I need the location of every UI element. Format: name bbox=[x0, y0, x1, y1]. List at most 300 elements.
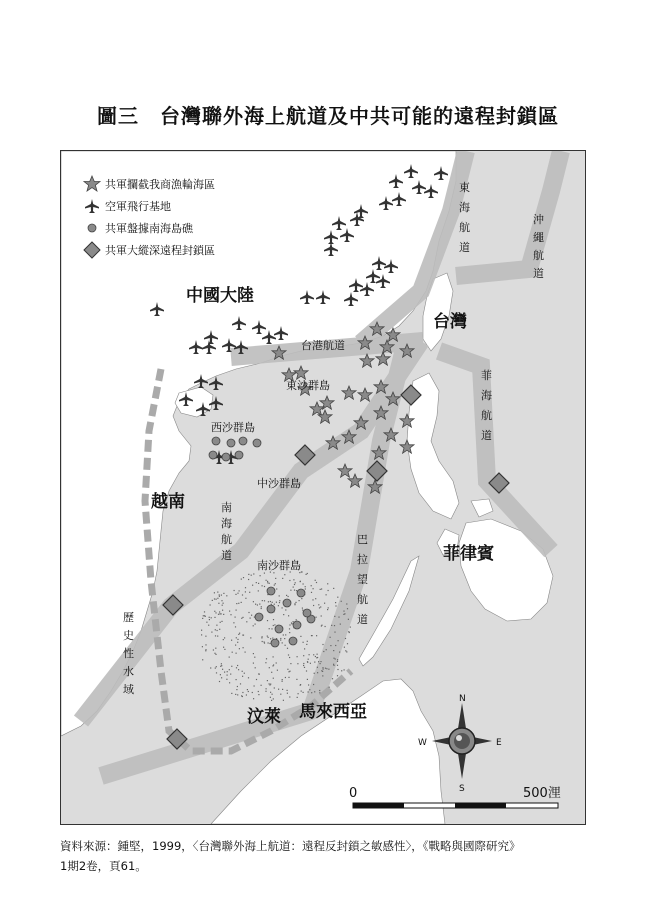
nansha-speck bbox=[289, 628, 290, 629]
nansha-speck bbox=[242, 696, 243, 697]
nansha-speck bbox=[307, 661, 308, 662]
nansha-speck bbox=[319, 607, 320, 608]
nansha-speck bbox=[303, 655, 304, 656]
nansha-speck bbox=[203, 615, 204, 616]
nansha-speck bbox=[234, 590, 235, 591]
nansha-speck bbox=[289, 632, 290, 633]
occupied-reef-dot bbox=[235, 451, 243, 459]
nansha-speck bbox=[205, 650, 206, 651]
scale-start: 0 bbox=[349, 786, 358, 801]
nansha-speck bbox=[341, 601, 342, 602]
nansha-speck bbox=[349, 632, 350, 633]
nansha-speck bbox=[334, 632, 335, 633]
nansha-speck bbox=[255, 604, 256, 605]
nansha-speck bbox=[282, 607, 283, 608]
nansha-speck bbox=[286, 595, 287, 596]
nansha-speck bbox=[221, 621, 222, 622]
nansha-speck bbox=[241, 618, 242, 619]
nansha-speck bbox=[335, 602, 336, 603]
nansha-speck bbox=[338, 617, 339, 618]
scale-end: 500浬 bbox=[523, 786, 561, 801]
nansha-speck bbox=[323, 669, 324, 670]
nansha-speck bbox=[297, 697, 298, 698]
nansha-speck bbox=[265, 691, 266, 692]
nansha-speck bbox=[325, 668, 326, 669]
nansha-speck bbox=[307, 573, 308, 574]
nansha-speck bbox=[255, 624, 256, 625]
occupied-reef-dot bbox=[289, 637, 297, 645]
nansha-speck bbox=[273, 625, 274, 626]
nansha-speck bbox=[316, 617, 317, 618]
nansha-speck bbox=[300, 685, 301, 686]
nansha-speck bbox=[204, 615, 205, 616]
nansha-speck bbox=[273, 572, 274, 573]
nansha-speck bbox=[320, 663, 321, 664]
nansha-speck bbox=[346, 603, 347, 604]
nansha-speck bbox=[280, 640, 281, 641]
nansha-speck bbox=[271, 700, 272, 701]
nansha-speck bbox=[320, 661, 321, 662]
nansha-speck bbox=[205, 649, 206, 650]
nansha-speck bbox=[242, 635, 243, 636]
nansha-speck bbox=[326, 649, 327, 650]
nansha-speck bbox=[235, 594, 236, 595]
nansha-speck bbox=[235, 617, 236, 618]
nansha-speck bbox=[238, 603, 239, 604]
nansha-speck bbox=[333, 588, 334, 589]
nansha-speck bbox=[224, 672, 225, 673]
nansha-speck bbox=[273, 698, 274, 699]
nansha-speck bbox=[237, 665, 238, 666]
figure-title: 圖三 台灣聯外海上航道及中共可能的遠程封鎖區 bbox=[97, 104, 559, 128]
nansha-speck bbox=[347, 643, 348, 644]
nansha-speck bbox=[325, 626, 326, 627]
nansha-speck bbox=[324, 603, 325, 604]
nansha-speck bbox=[294, 604, 295, 605]
nansha-speck bbox=[242, 676, 243, 677]
nansha-speck bbox=[300, 581, 301, 582]
nansha-speck bbox=[270, 684, 271, 685]
label-route-philippine: 菲海航道 bbox=[481, 369, 492, 442]
nansha-speck bbox=[287, 693, 288, 694]
nansha-speck bbox=[337, 669, 338, 670]
nansha-speck bbox=[296, 619, 297, 620]
nansha-speck bbox=[344, 669, 345, 670]
nansha-speck bbox=[337, 659, 338, 660]
nansha-speck bbox=[253, 601, 254, 602]
nansha-speck bbox=[255, 667, 256, 668]
nansha-speck bbox=[291, 622, 292, 623]
nansha-speck bbox=[206, 622, 207, 623]
nansha-speck bbox=[219, 629, 220, 630]
nansha-speck bbox=[322, 675, 323, 676]
nansha-speck bbox=[262, 636, 263, 637]
nansha-speck bbox=[214, 617, 215, 618]
nansha-speck bbox=[272, 694, 273, 695]
nansha-speck bbox=[313, 654, 314, 655]
nansha-speck bbox=[308, 659, 309, 660]
nansha-speck bbox=[264, 586, 265, 587]
nansha-speck bbox=[317, 672, 318, 673]
nansha-speck bbox=[201, 634, 202, 635]
nansha-speck bbox=[237, 639, 238, 640]
nansha-speck bbox=[315, 656, 316, 657]
nansha-speck bbox=[312, 635, 313, 636]
nansha-speck bbox=[276, 662, 277, 663]
nansha-speck bbox=[224, 637, 225, 638]
nansha-speck bbox=[313, 588, 314, 589]
nansha-speck bbox=[270, 601, 271, 602]
nansha-speck bbox=[330, 645, 331, 646]
nansha-speck bbox=[274, 687, 275, 688]
nansha-speck bbox=[236, 610, 237, 611]
nansha-speck bbox=[321, 588, 322, 589]
nansha-speck bbox=[217, 598, 218, 599]
nansha-speck bbox=[252, 692, 253, 693]
nansha-speck bbox=[219, 596, 220, 597]
nansha-speck bbox=[278, 689, 279, 690]
nansha-speck bbox=[251, 575, 252, 576]
nansha-speck bbox=[223, 647, 224, 648]
nansha-speck bbox=[237, 642, 238, 643]
nansha-speck bbox=[344, 647, 345, 648]
nansha-speck bbox=[322, 644, 323, 645]
nansha-speck bbox=[229, 682, 230, 683]
nansha-speck bbox=[253, 625, 254, 626]
nansha-speck bbox=[274, 585, 275, 586]
nansha-speck bbox=[251, 615, 252, 616]
nansha-speck bbox=[248, 677, 249, 678]
nansha-speck bbox=[275, 583, 276, 584]
nansha-speck bbox=[215, 668, 216, 669]
nansha-speck bbox=[321, 625, 322, 626]
nansha-speck bbox=[284, 638, 285, 639]
nansha-speck bbox=[288, 677, 289, 678]
nansha-speck bbox=[258, 583, 259, 584]
compass-w: W bbox=[418, 738, 427, 748]
nansha-speck bbox=[284, 574, 285, 575]
nansha-speck bbox=[297, 663, 298, 664]
nansha-speck bbox=[285, 609, 286, 610]
occupied-reef-dot bbox=[275, 625, 283, 633]
occupied-reef-dot bbox=[227, 439, 235, 447]
nansha-speck bbox=[275, 578, 276, 579]
nansha-speck bbox=[273, 678, 274, 679]
nansha-speck bbox=[309, 654, 310, 655]
occupied-reef-dot bbox=[293, 621, 301, 629]
occupied-reef-dot bbox=[255, 613, 263, 621]
nansha-speck bbox=[273, 619, 274, 620]
nansha-speck bbox=[244, 673, 245, 674]
nansha-speck bbox=[214, 611, 215, 612]
nansha-speck bbox=[296, 590, 297, 591]
nansha-speck bbox=[321, 615, 322, 616]
nansha-speck bbox=[266, 658, 267, 659]
nansha-speck bbox=[343, 614, 344, 615]
nansha-speck bbox=[279, 602, 280, 603]
nansha-speck bbox=[285, 634, 286, 635]
nansha-speck bbox=[256, 582, 257, 583]
nansha-speck bbox=[208, 625, 209, 626]
nansha-speck bbox=[224, 649, 225, 650]
nansha-speck bbox=[303, 583, 304, 584]
nansha-speck bbox=[307, 641, 308, 642]
nansha-speck bbox=[221, 677, 222, 678]
nansha-speck bbox=[242, 692, 243, 693]
nansha-speck bbox=[274, 604, 275, 605]
nansha-speck bbox=[327, 583, 328, 584]
occupied-reef-dot bbox=[253, 439, 261, 447]
nansha-speck bbox=[241, 579, 242, 580]
nansha-speck bbox=[216, 625, 217, 626]
nansha-speck bbox=[273, 656, 274, 657]
nansha-speck bbox=[237, 593, 238, 594]
nansha-speck bbox=[288, 615, 289, 616]
nansha-speck bbox=[299, 572, 300, 573]
nansha-speck bbox=[347, 608, 348, 609]
nansha-speck bbox=[253, 653, 254, 654]
nansha-speck bbox=[311, 585, 312, 586]
nansha-speck bbox=[314, 691, 315, 692]
nansha-speck bbox=[221, 613, 222, 614]
nansha-speck bbox=[245, 587, 246, 588]
nansha-speck bbox=[211, 632, 212, 633]
legend bbox=[83, 173, 215, 261]
label-route-historic: 歷史性水域 bbox=[123, 611, 134, 696]
nansha-speck bbox=[327, 609, 328, 610]
nansha-speck bbox=[322, 671, 323, 672]
nansha-speck bbox=[313, 684, 314, 685]
nansha-speck bbox=[316, 582, 317, 583]
plane-icon bbox=[83, 197, 101, 215]
nansha-speck bbox=[210, 667, 211, 668]
legend-item-dot bbox=[83, 217, 215, 239]
nansha-speck bbox=[306, 574, 307, 575]
nansha-speck bbox=[254, 657, 255, 658]
nansha-speck bbox=[226, 679, 227, 680]
nansha-speck bbox=[315, 580, 316, 581]
nansha-speck bbox=[221, 665, 222, 666]
nansha-speck bbox=[331, 625, 332, 626]
nansha-speck bbox=[257, 604, 258, 605]
nansha-speck bbox=[268, 637, 269, 638]
legend-label-star: 共軍攔截我商漁輪海區 bbox=[105, 178, 215, 191]
nansha-speck bbox=[268, 601, 269, 602]
nansha-speck bbox=[300, 636, 301, 637]
nansha-speck bbox=[343, 611, 344, 612]
nansha-speck bbox=[318, 604, 319, 605]
nansha-speck bbox=[269, 667, 270, 668]
nansha-speck bbox=[235, 694, 236, 695]
legend-label-dot: 共軍盤據南海島礁 bbox=[105, 222, 193, 235]
nansha-speck bbox=[223, 603, 224, 604]
nansha-speck bbox=[273, 664, 274, 665]
nansha-speck bbox=[265, 662, 266, 663]
nansha-speck bbox=[276, 588, 277, 589]
nansha-speck bbox=[333, 650, 334, 651]
nansha-speck bbox=[248, 612, 249, 613]
nansha-speck bbox=[215, 629, 216, 630]
occupied-reef-dot bbox=[271, 639, 279, 647]
label-xisha: 西沙群島 bbox=[211, 421, 255, 434]
nansha-speck bbox=[326, 594, 327, 595]
nansha-speck bbox=[221, 595, 222, 596]
nansha-speck bbox=[235, 645, 236, 646]
nansha-speck bbox=[301, 598, 302, 599]
nansha-speck bbox=[303, 663, 304, 664]
source-note bbox=[60, 836, 600, 876]
nansha-speck bbox=[218, 603, 219, 604]
label-nansha: 南沙群島 bbox=[257, 559, 301, 572]
nansha-speck bbox=[261, 685, 262, 686]
label-route-okinawa: 沖繩航道 bbox=[533, 213, 544, 280]
label-brunei: 汶萊 bbox=[247, 707, 281, 727]
label-route-scs: 南海航道 bbox=[221, 501, 232, 562]
legend-item-diamond bbox=[83, 239, 215, 261]
nansha-speck bbox=[261, 606, 262, 607]
nansha-speck bbox=[278, 605, 279, 606]
nansha-speck bbox=[289, 696, 290, 697]
nansha-speck bbox=[272, 638, 273, 639]
compass-s: S bbox=[459, 784, 465, 794]
nansha-speck bbox=[326, 668, 327, 669]
occupied-reef-dot bbox=[283, 599, 291, 607]
label-vietnam: 越南 bbox=[151, 492, 185, 512]
nansha-speck bbox=[233, 622, 234, 623]
nansha-speck bbox=[309, 689, 310, 690]
nansha-speck bbox=[315, 598, 316, 599]
nansha-speck bbox=[283, 700, 284, 701]
nansha-speck bbox=[269, 683, 270, 684]
nansha-speck bbox=[280, 638, 281, 639]
nansha-speck bbox=[229, 669, 230, 670]
nansha-speck bbox=[216, 599, 217, 600]
compass-e: E bbox=[496, 738, 502, 748]
nansha-speck bbox=[310, 663, 311, 664]
nansha-speck bbox=[340, 624, 341, 625]
label-route-taiwan-hk: 台港航道 bbox=[301, 339, 345, 352]
nansha-speck bbox=[258, 673, 259, 674]
nansha-speck bbox=[272, 602, 273, 603]
nansha-speck bbox=[289, 580, 290, 581]
nansha-speck bbox=[319, 692, 320, 693]
nansha-speck bbox=[295, 582, 296, 583]
nansha-speck bbox=[293, 587, 294, 588]
nansha-speck bbox=[306, 670, 307, 671]
nansha-speck bbox=[295, 602, 296, 603]
nansha-speck bbox=[245, 652, 246, 653]
nansha-speck bbox=[312, 599, 313, 600]
nansha-speck bbox=[302, 610, 303, 611]
nansha-speck bbox=[318, 661, 319, 662]
nansha-speck bbox=[243, 577, 244, 578]
nansha-speck bbox=[337, 597, 338, 598]
occupied-reef-dot bbox=[212, 437, 220, 445]
nansha-speck bbox=[215, 612, 216, 613]
nansha-speck bbox=[271, 672, 272, 673]
map bbox=[60, 150, 586, 825]
nansha-speck bbox=[289, 671, 290, 672]
nansha-speck bbox=[227, 671, 228, 672]
star-icon bbox=[83, 175, 101, 193]
nansha-speck bbox=[264, 643, 265, 644]
nansha-speck bbox=[239, 590, 240, 591]
nansha-speck bbox=[264, 641, 265, 642]
nansha-speck bbox=[253, 698, 254, 699]
nansha-speck bbox=[236, 637, 237, 638]
nansha-speck bbox=[282, 689, 283, 690]
nansha-speck bbox=[320, 589, 321, 590]
nansha-speck bbox=[341, 670, 342, 671]
nansha-speck bbox=[288, 596, 289, 597]
nansha-speck bbox=[238, 669, 239, 670]
nansha-speck bbox=[266, 688, 267, 689]
nansha-speck bbox=[316, 635, 317, 636]
nansha-speck bbox=[337, 675, 338, 676]
nansha-speck bbox=[230, 614, 231, 615]
nansha-speck bbox=[348, 619, 349, 620]
nansha-speck bbox=[320, 606, 321, 607]
occupied-reef-dot bbox=[303, 609, 311, 617]
label-taiwan: 台灣 bbox=[433, 312, 467, 332]
nansha-speck bbox=[290, 663, 291, 664]
occupied-reef-dot bbox=[209, 451, 217, 459]
nansha-speck bbox=[212, 600, 213, 601]
nansha-speck bbox=[293, 579, 294, 580]
nansha-speck bbox=[294, 584, 295, 585]
source-line-1: 資料來源：鍾堅，1999，〈台灣聯外海上航道：遠程反封鎖之敏感性〉，《戰略與國際研究》 bbox=[60, 839, 521, 853]
nansha-speck bbox=[223, 639, 224, 640]
diamond-icon bbox=[83, 241, 101, 259]
nansha-speck bbox=[215, 654, 216, 655]
label-malaysia: 馬來西亞 bbox=[299, 702, 367, 722]
nansha-speck bbox=[305, 586, 306, 587]
nansha-speck bbox=[268, 642, 269, 643]
nansha-speck bbox=[230, 674, 231, 675]
nansha-speck bbox=[345, 638, 346, 639]
nansha-speck bbox=[236, 603, 237, 604]
nansha-speck bbox=[345, 650, 346, 651]
nansha-speck bbox=[205, 644, 206, 645]
nansha-speck bbox=[267, 581, 268, 582]
nansha-speck bbox=[270, 638, 271, 639]
nansha-speck bbox=[285, 677, 286, 678]
label-philippines: 菲律賓 bbox=[443, 544, 494, 564]
nansha-speck bbox=[236, 689, 237, 690]
nansha-speck bbox=[311, 692, 312, 693]
nansha-speck bbox=[204, 611, 205, 612]
label-dongsha: 東沙群島 bbox=[286, 379, 330, 392]
nansha-speck bbox=[337, 661, 338, 662]
nansha-speck bbox=[339, 652, 340, 653]
nansha-speck bbox=[242, 671, 243, 672]
nansha-speck bbox=[282, 681, 283, 682]
nansha-speck bbox=[301, 691, 302, 692]
nansha-speck bbox=[231, 640, 232, 641]
nansha-speck bbox=[303, 642, 304, 643]
nansha-speck bbox=[219, 681, 220, 682]
nansha-speck bbox=[222, 610, 223, 611]
nansha-speck bbox=[202, 646, 203, 647]
label-route-east: 東海航道 bbox=[459, 181, 470, 254]
nansha-speck bbox=[302, 608, 303, 609]
nansha-speck bbox=[242, 594, 243, 595]
nansha-speck bbox=[216, 666, 217, 667]
nansha-speck bbox=[323, 651, 324, 652]
compass-n: N bbox=[459, 694, 466, 704]
nansha-speck bbox=[334, 616, 335, 617]
nansha-speck bbox=[248, 691, 249, 692]
